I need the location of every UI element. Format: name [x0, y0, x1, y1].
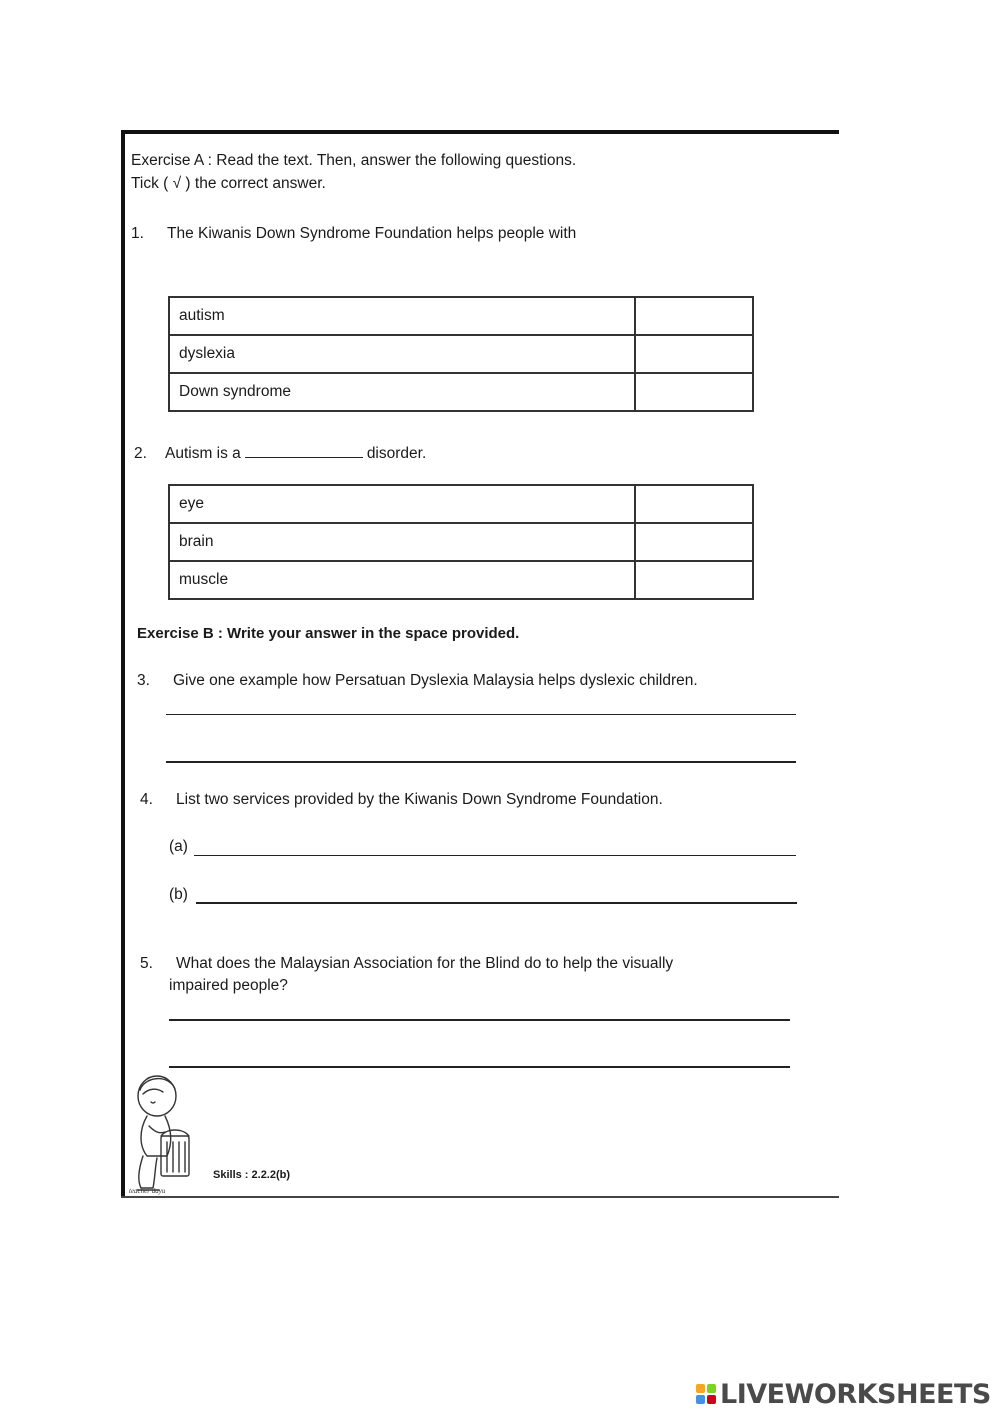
q4-answer-line-a[interactable]: [194, 855, 796, 856]
q2-tick-box[interactable]: [635, 485, 753, 523]
q2-option-label: brain: [169, 523, 635, 561]
q2-tick-box[interactable]: [635, 523, 753, 561]
q1-option-label: dyslexia: [169, 335, 635, 373]
q2-option-row: [169, 485, 753, 523]
q3-answer-line-1[interactable]: [166, 714, 796, 715]
q1-option-row: [169, 335, 753, 373]
q4-label-b: (b): [169, 886, 188, 903]
q2-options-table: [168, 484, 754, 600]
liveworksheets-logo[interactable]: [696, 1378, 991, 1410]
q1-option-label: autism: [169, 297, 635, 335]
q2-sentence: [165, 443, 426, 465]
exercise-a-heading: Exercise A : Read the text. Then, answer the following questions.: [131, 152, 577, 169]
q1-option-label: Down syndrome: [169, 373, 635, 411]
q2-option-row: [169, 561, 753, 599]
q5-text-line-1: What does the Malaysian Association for the Blind do to help the visually: [176, 955, 674, 972]
q5-answer-line-2[interactable]: [169, 1066, 790, 1068]
q5-text-line-2: impaired people?: [169, 977, 288, 994]
q4-answer-line-b[interactable]: [196, 902, 797, 904]
q2-number: 2.: [134, 445, 147, 462]
q2-option-label: eye: [169, 485, 635, 523]
exercise-a-instruction: Tick ( √ ) the correct answer.: [131, 175, 326, 192]
skills-label: Skills : 2.2.2(b): [213, 1169, 291, 1181]
q5-answer-line-1[interactable]: [169, 1019, 790, 1021]
q2-text-before: Autism is a: [165, 445, 241, 462]
q1-text: The Kiwanis Down Syndrome Foundation helps people with: [167, 225, 577, 242]
child-reading-clipart: [127, 1072, 197, 1196]
frame-bottom-border: [121, 1196, 839, 1198]
q2-tick-box[interactable]: [635, 561, 753, 599]
q3-text: Give one example how Persatuan Dyslexia Malaysia helps dyslexic children.: [173, 672, 698, 689]
q3-answer-line-2[interactable]: [166, 761, 796, 763]
q2-fill-blank: [245, 443, 363, 458]
exercise-b-heading: Exercise B : Write your answer in the space provided.: [137, 625, 520, 642]
q2-option-label: muscle: [169, 561, 635, 599]
q1-options-table: [168, 296, 754, 412]
clipart-caption: teacher dayu: [129, 1187, 166, 1195]
q1-tick-box[interactable]: [635, 297, 753, 335]
q3-number: 3.: [137, 672, 150, 689]
q1-option-row: [169, 373, 753, 411]
logo-mark-icon: [696, 1384, 716, 1404]
frame-top-border: [121, 130, 839, 134]
q1-number: 1.: [131, 225, 144, 242]
q5-number: 5.: [140, 955, 153, 972]
frame-left-border: [121, 130, 125, 1198]
logo-text: LIVEWORKSHEETS: [720, 1378, 991, 1410]
q4-text: List two services provided by the Kiwanis Down Syndrome Foundation.: [176, 791, 663, 808]
q1-option-row: [169, 297, 753, 335]
q2-text-after: disorder.: [366, 445, 427, 462]
q2-option-row: [169, 523, 753, 561]
q4-number: 4.: [140, 791, 153, 808]
q1-tick-box[interactable]: [635, 373, 753, 411]
q1-tick-box[interactable]: [635, 335, 753, 373]
q4-label-a: (a): [169, 838, 188, 855]
